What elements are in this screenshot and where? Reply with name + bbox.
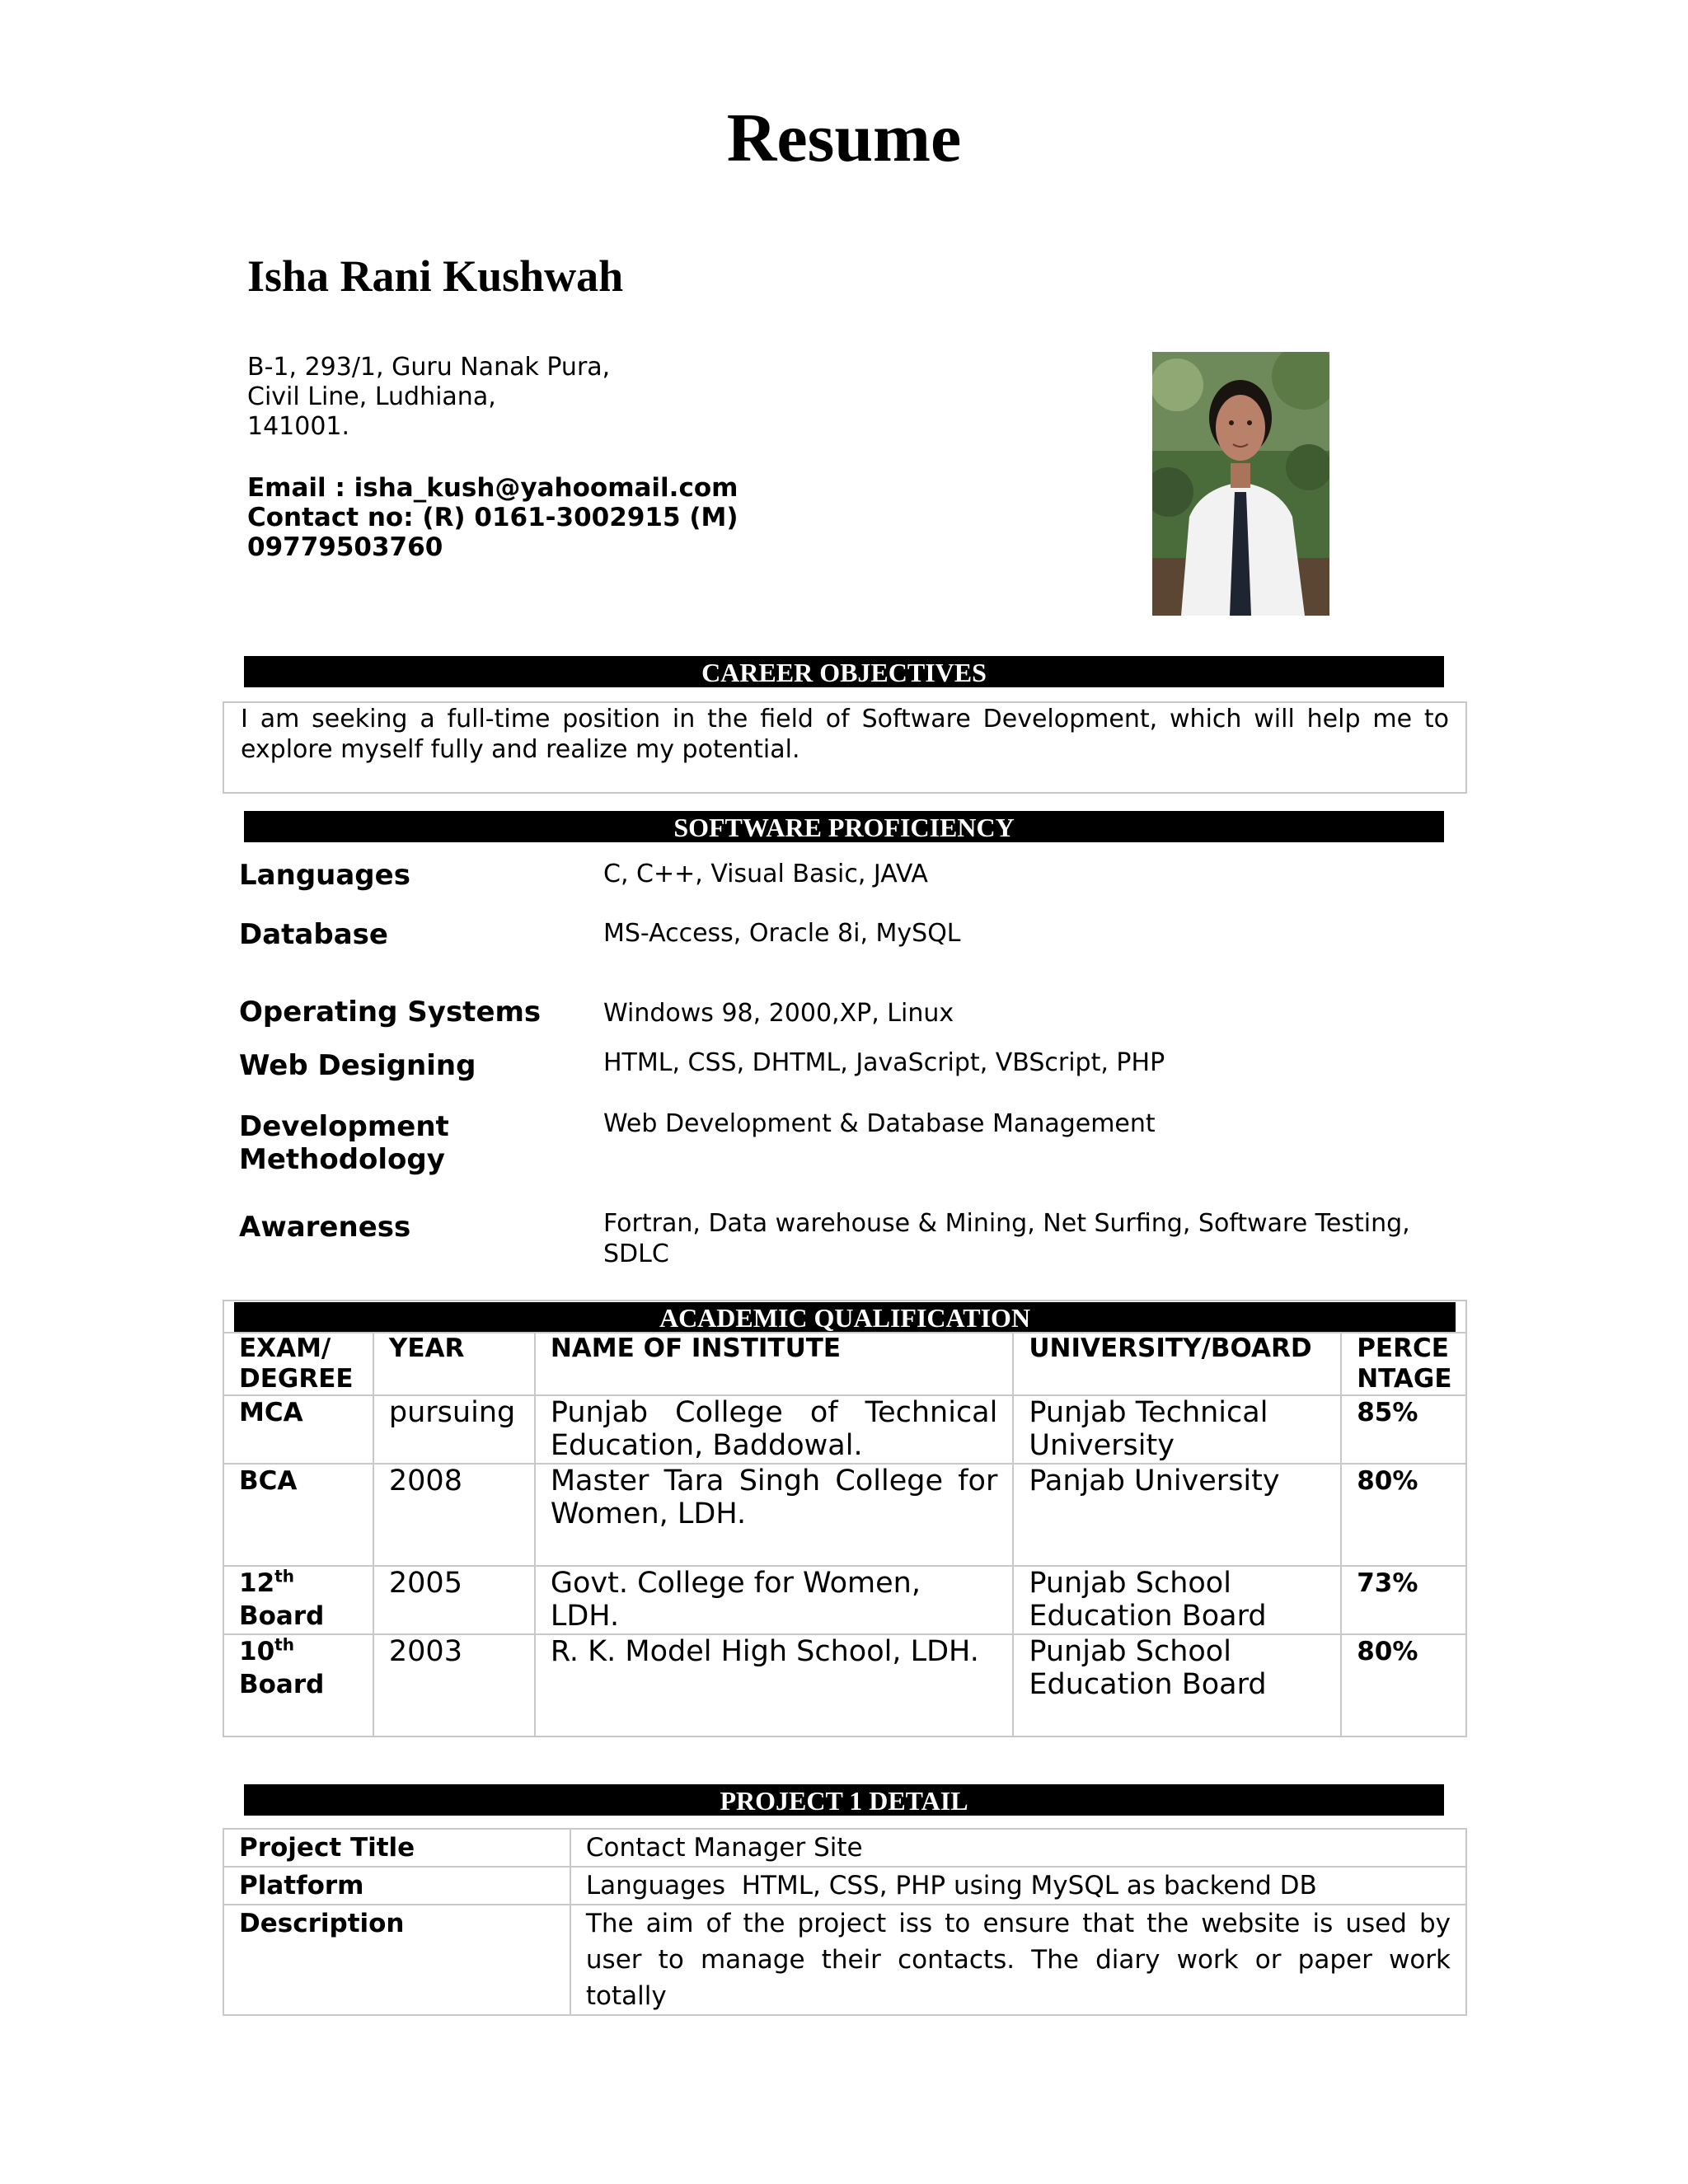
address-line: B-1, 293/1, Guru Nanak Pura, [247,353,611,382]
proficiency-value: Fortran, Data warehouse & Mining, Net Surfing, Software Testing, SDLC [603,1209,1410,1268]
address-block [247,353,610,442]
board-cell: Punjab School Education Board [1013,1634,1341,1736]
academic-table [223,1332,1467,1737]
table-row [223,1566,1466,1634]
profile-photo [1152,352,1329,616]
percentage-cell: 73% [1341,1566,1466,1634]
percentage-cell: 80% [1341,1634,1466,1736]
institute-cell: R. K. Model High School, LDH. [535,1634,1014,1736]
proficiency-value: Windows 98, 2000,XP, Linux [603,999,954,1028]
proficiency-label: Operating Systems [239,996,542,1029]
academic-header-row [223,1333,1466,1395]
project-field-value: Contact Manager Site [570,1829,1466,1867]
year-cell: pursuing [373,1395,535,1464]
year-cell: 2008 [373,1464,535,1566]
percentage-cell: 80% [1341,1464,1466,1566]
project-field-value: The aim of the project iss to ensure that the website is used by user to manage their contacts. The diary work or paper work totally [570,1905,1466,2015]
contact-block [247,473,738,562]
table-row [223,1634,1466,1736]
table-row [223,1905,1466,2015]
career-objectives-box [223,701,1467,794]
project-detail-heading: PROJECT 1 DETAIL [244,1784,1444,1816]
percentage-cell: 85% [1341,1395,1466,1464]
column-header: EXAM/ DEGREE [223,1333,373,1395]
column-header: YEAR [373,1333,535,1395]
phone-line: Contact no: (R) 0161-3002915 (M) [247,503,738,532]
proficiency-value: C, C++, Visual Basic, JAVA [603,860,928,888]
academic-qualification-heading: ACADEMIC QUALIFICATION [234,1302,1456,1332]
candidate-name: Isha Rani Kushwah [247,251,624,301]
column-header: UNIVERSITY/BOARD [1013,1333,1341,1395]
exam-cell [223,1634,373,1736]
exam-board-label: Board [239,1670,325,1699]
exam-suffix: th [274,1634,294,1655]
institute-cell: Master Tara Singh College for Women, LDH. [535,1464,1014,1566]
exam-number: 12 [239,1568,275,1598]
year-cell: 2003 [373,1634,535,1736]
proficiency-value: MS-Access, Oracle 8i, MySQL [603,919,961,948]
proficiency-label: Development Methodology [239,1110,449,1176]
proficiency-value: Web Development & Database Management [603,1109,1156,1138]
email-line: Email : isha_kush@yahoomail.com [247,473,738,503]
project-table [223,1828,1467,2016]
document-title: Resume [726,100,962,176]
institute-cell: Punjab College of Technical Education, Baddowal. [535,1395,1014,1464]
address-line: 141001. [247,412,350,441]
exam-suffix: th [274,1566,294,1586]
project-field-value: Languages HTML, CSS, PHP using MySQL as backend DB [570,1867,1466,1905]
project-field-label: Project Title [223,1829,570,1867]
proficiency-label: Web Designing [239,1049,476,1082]
board-cell: Punjab School Education Board [1013,1566,1341,1634]
year-cell: 2005 [373,1566,535,1634]
institute-cell: Govt. College for Women, LDH. [535,1566,1014,1634]
exam-cell [223,1566,373,1634]
table-row [223,1829,1466,1867]
table-row [223,1395,1466,1464]
exam-number: 10 [239,1637,275,1666]
column-header: NAME OF INSTITUTE [535,1333,1014,1395]
board-cell: Punjab Technical University [1013,1395,1341,1464]
project-field-label: Platform [223,1867,570,1905]
project-field-label: Description [223,1905,570,2015]
career-objectives-text: I am seeking a full-time position in the field of Software Development, which will help me to explore myself fully and realize my potential. [241,705,1449,764]
table-row [223,1464,1466,1566]
proficiency-value: HTML, CSS, DHTML, JavaScript, VBScript, PHP [603,1048,1165,1077]
column-header: PERCE NTAGE [1341,1333,1466,1395]
table-row [223,1867,1466,1905]
software-proficiency-heading: SOFTWARE PROFICIENCY [244,811,1444,842]
proficiency-label: Database [239,918,388,951]
proficiency-label: Awareness [239,1211,411,1244]
mobile-line: 09779503760 [247,532,443,562]
career-objectives-heading: CAREER OBJECTIVES [244,656,1444,687]
exam-cell: MCA [223,1395,373,1464]
exam-board-label: Board [239,1601,325,1631]
proficiency-label: Languages [239,859,410,892]
exam-cell: BCA [223,1464,373,1566]
address-line: Civil Line, Ludhiana, [247,382,496,411]
board-cell: Panjab University [1013,1464,1341,1566]
